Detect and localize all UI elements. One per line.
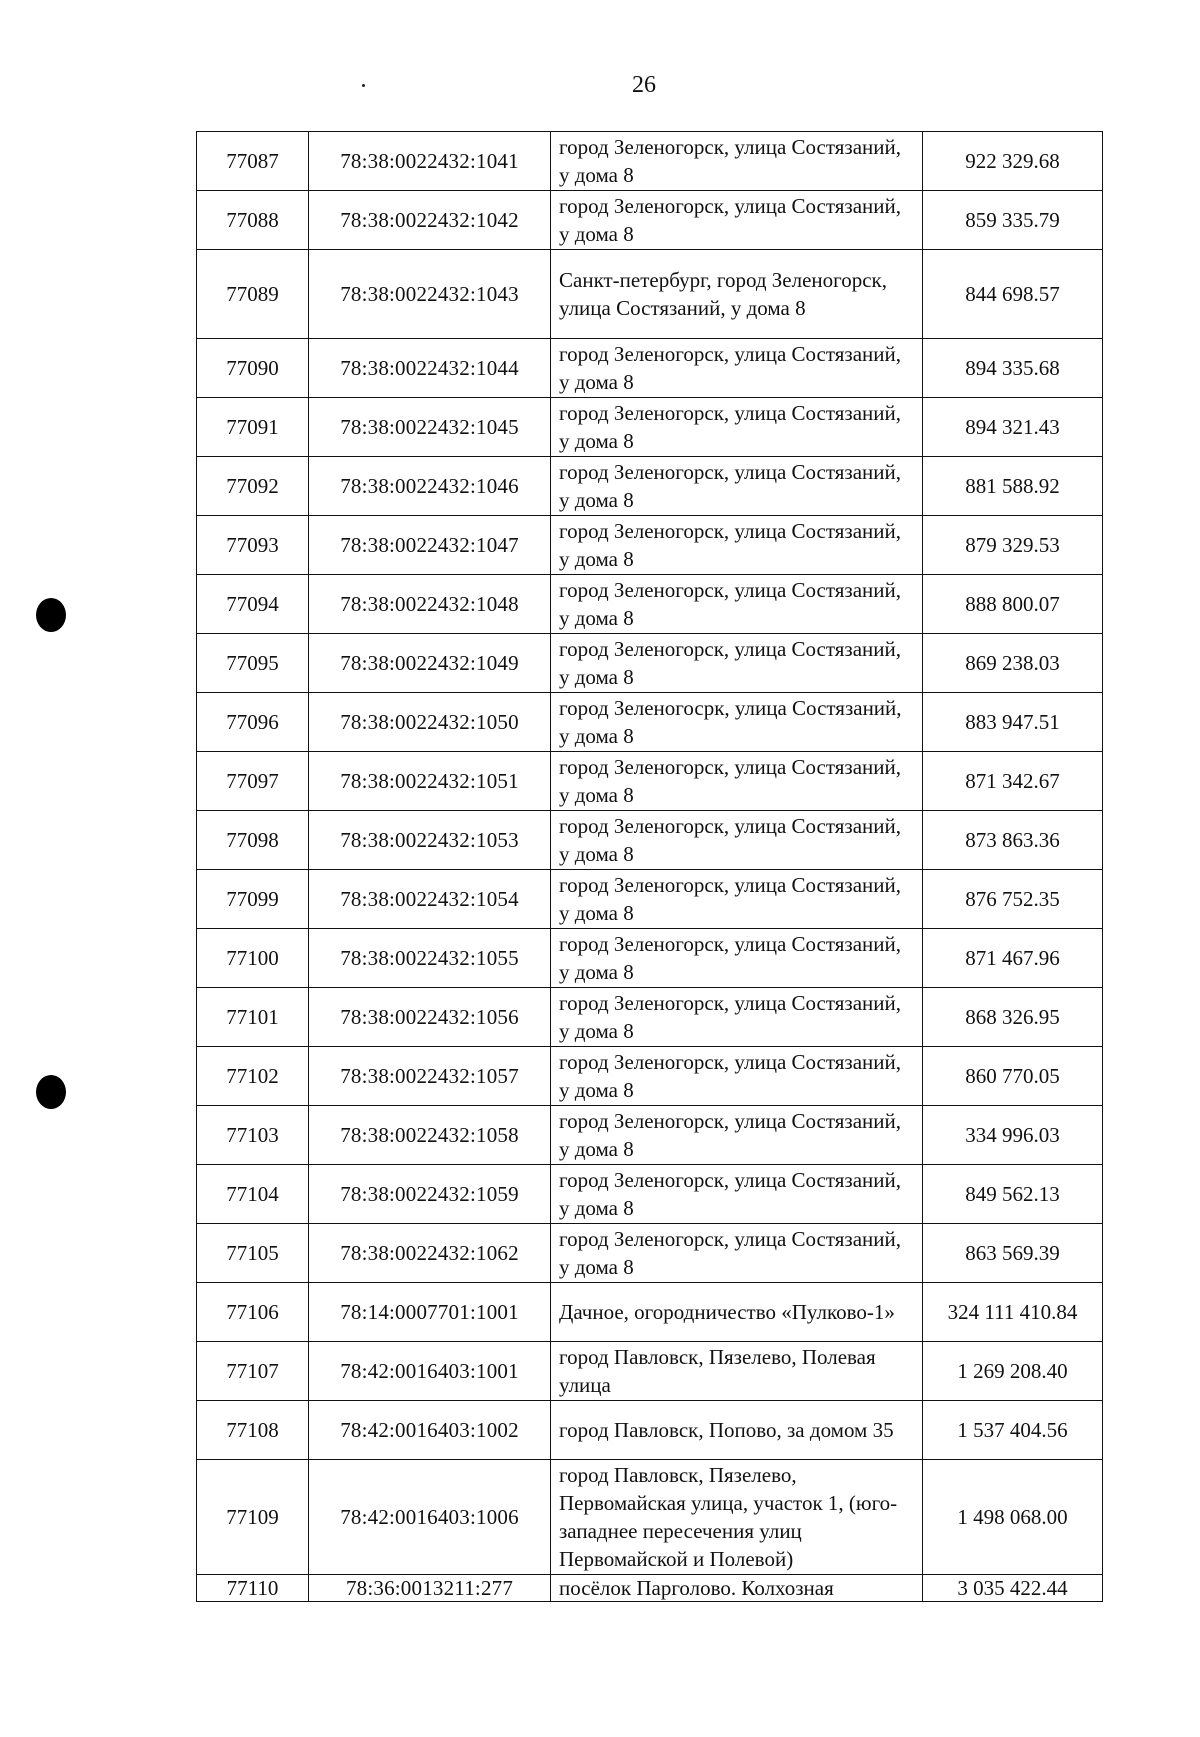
cadastral-value-cell: 1 537 404.56 — [923, 1401, 1103, 1460]
address-cell: город Зеленогорск, улица Состязаний, у дома 8 — [551, 1106, 923, 1165]
address-cell: Дачное, огородничество «Пулково-1» — [551, 1283, 923, 1342]
table-row — [197, 1342, 1103, 1401]
cadastral-value-cell: 863 569.39 — [923, 1224, 1103, 1283]
cadastral-value-cell: 888 800.07 — [923, 575, 1103, 634]
record-number-cell: 77088 — [197, 191, 309, 250]
cadastral-number-cell: 78:38:0022432:1056 — [309, 988, 551, 1047]
address-cell: город Зеленогорск, улица Состязаний, у дома 8 — [551, 1047, 923, 1106]
address-cell: город Зеленогорск, улица Состязаний, у дома 8 — [551, 516, 923, 575]
record-number-cell: 77093 — [197, 516, 309, 575]
cadastral-value-cell: 879 329.53 — [923, 516, 1103, 575]
table-row — [197, 752, 1103, 811]
record-number-cell: 77091 — [197, 398, 309, 457]
table-row — [197, 1047, 1103, 1106]
table-row — [197, 1165, 1103, 1224]
address-cell: город Зеленогорск, улица Состязаний, у дома 8 — [551, 398, 923, 457]
cadastral-value-cell: 849 562.13 — [923, 1165, 1103, 1224]
cadastral-value-cell: 876 752.35 — [923, 870, 1103, 929]
address-cell: город Зеленогорск, улица Состязаний, у дома 8 — [551, 752, 923, 811]
cadastral-value-cell: 871 467.96 — [923, 929, 1103, 988]
table-row — [197, 1575, 1103, 1602]
record-number-cell: 77104 — [197, 1165, 309, 1224]
address-cell: город Зеленогорск, улица Состязаний, у дома 8 — [551, 988, 923, 1047]
cadastral-value-cell: 859 335.79 — [923, 191, 1103, 250]
table-row — [197, 1224, 1103, 1283]
record-number-cell: 77098 — [197, 811, 309, 870]
address-cell: город Павловск, Пязелево, Полевая улица — [551, 1342, 923, 1401]
cadastral-number-cell: 78:38:0022432:1047 — [309, 516, 551, 575]
address-cell: город Зеленогорск, улица Состязаний, у дома 8 — [551, 1224, 923, 1283]
cadastral-number-cell: 78:38:0022432:1050 — [309, 693, 551, 752]
cadastral-value-cell: 922 329.68 — [923, 132, 1103, 191]
cadastral-number-cell: 78:38:0022432:1062 — [309, 1224, 551, 1283]
cadastral-value-cell: 860 770.05 — [923, 1047, 1103, 1106]
punch-hole-mark — [36, 598, 66, 632]
cadastral-number-cell: 78:38:0022432:1055 — [309, 929, 551, 988]
record-number-cell: 77099 — [197, 870, 309, 929]
record-number-cell: 77094 — [197, 575, 309, 634]
cadastral-value-cell: 868 326.95 — [923, 988, 1103, 1047]
cadastral-number-cell: 78:38:0022432:1059 — [309, 1165, 551, 1224]
table-row — [197, 132, 1103, 191]
record-number-cell: 77103 — [197, 1106, 309, 1165]
cadastral-number-cell: 78:36:0013211:277 — [309, 1575, 551, 1602]
record-number-cell: 77087 — [197, 132, 309, 191]
cadastral-value-cell: 3 035 422.44 — [923, 1575, 1103, 1602]
table-row — [197, 811, 1103, 870]
address-cell: город Зеленогорск, улица Состязаний, у дома 8 — [551, 575, 923, 634]
cadastral-value-cell: 894 335.68 — [923, 339, 1103, 398]
cadastral-number-cell: 78:42:0016403:1002 — [309, 1401, 551, 1460]
registry-table — [196, 131, 1103, 1602]
record-number-cell: 77101 — [197, 988, 309, 1047]
cadastral-value-cell: 894 321.43 — [923, 398, 1103, 457]
table-row — [197, 693, 1103, 752]
cadastral-value-cell: 1 269 208.40 — [923, 1342, 1103, 1401]
cadastral-value-cell: 883 947.51 — [923, 693, 1103, 752]
table-row — [197, 516, 1103, 575]
address-cell: город Зеленогосрк, улица Состязаний, у дома 8 — [551, 693, 923, 752]
table-row — [197, 398, 1103, 457]
cadastral-number-cell: 78:38:0022432:1049 — [309, 634, 551, 693]
registry-table-body — [197, 132, 1103, 1602]
cadastral-number-cell: 78:42:0016403:1001 — [309, 1342, 551, 1401]
table-row — [197, 191, 1103, 250]
address-cell: город Зеленогорск, улица Состязаний, у дома 8 — [551, 132, 923, 191]
address-cell: город Зеленогорск, улица Состязаний, у дома 8 — [551, 870, 923, 929]
table-row — [197, 1283, 1103, 1342]
table-row — [197, 457, 1103, 516]
table-row — [197, 634, 1103, 693]
cadastral-value-cell: 881 588.92 — [923, 457, 1103, 516]
table-row — [197, 929, 1103, 988]
record-number-cell: 77102 — [197, 1047, 309, 1106]
record-number-cell: 77097 — [197, 752, 309, 811]
record-number-cell: 77090 — [197, 339, 309, 398]
scan-artifact-dot — [362, 84, 365, 87]
cadastral-value-cell: 844 698.57 — [923, 250, 1103, 339]
cadastral-number-cell: 78:38:0022432:1042 — [309, 191, 551, 250]
record-number-cell: 77092 — [197, 457, 309, 516]
table-row — [197, 1106, 1103, 1165]
record-number-cell: 77100 — [197, 929, 309, 988]
table-row — [197, 250, 1103, 339]
record-number-cell: 77105 — [197, 1224, 309, 1283]
address-cell: город Зеленогорск, улица Состязаний, у дома 8 — [551, 191, 923, 250]
table-row — [197, 870, 1103, 929]
record-number-cell: 77109 — [197, 1460, 309, 1575]
cadastral-number-cell: 78:38:0022432:1045 — [309, 398, 551, 457]
address-cell: Санкт-петербург, город Зеленогорск, улица Состязаний, у дома 8 — [551, 250, 923, 339]
record-number-cell: 77107 — [197, 1342, 309, 1401]
table-row — [197, 1460, 1103, 1575]
record-number-cell: 77096 — [197, 693, 309, 752]
table-row — [197, 575, 1103, 634]
record-number-cell: 77095 — [197, 634, 309, 693]
cadastral-number-cell: 78:38:0022432:1051 — [309, 752, 551, 811]
address-cell: город Зеленогорск, улица Состязаний, у дома 8 — [551, 457, 923, 516]
cadastral-value-cell: 334 996.03 — [923, 1106, 1103, 1165]
record-number-cell: 77089 — [197, 250, 309, 339]
address-cell: город Зеленогорск, улица Состязаний, у дома 8 — [551, 929, 923, 988]
address-cell: город Зеленогорск, улица Состязаний, у дома 8 — [551, 811, 923, 870]
address-cell: город Зеленогорск, улица Состязаний, у дома 8 — [551, 1165, 923, 1224]
address-cell: город Павловск, Попово, за домом 35 — [551, 1401, 923, 1460]
record-number-cell: 77110 — [197, 1575, 309, 1602]
cadastral-value-cell: 873 863.36 — [923, 811, 1103, 870]
cadastral-number-cell: 78:38:0022432:1043 — [309, 250, 551, 339]
record-number-cell: 77106 — [197, 1283, 309, 1342]
record-number-cell: 77108 — [197, 1401, 309, 1460]
cadastral-number-cell: 78:42:0016403:1006 — [309, 1460, 551, 1575]
cadastral-value-cell: 869 238.03 — [923, 634, 1103, 693]
table-row — [197, 1401, 1103, 1460]
cadastral-number-cell: 78:38:0022432:1041 — [309, 132, 551, 191]
cadastral-value-cell: 324 111 410.84 — [923, 1283, 1103, 1342]
cadastral-number-cell: 78:14:0007701:1001 — [309, 1283, 551, 1342]
table-row — [197, 339, 1103, 398]
cadastral-number-cell: 78:38:0022432:1046 — [309, 457, 551, 516]
cadastral-number-cell: 78:38:0022432:1058 — [309, 1106, 551, 1165]
table-row — [197, 988, 1103, 1047]
page-number: 26 — [632, 72, 656, 98]
punch-hole-mark — [36, 1075, 66, 1109]
cadastral-number-cell: 78:38:0022432:1057 — [309, 1047, 551, 1106]
cadastral-value-cell: 1 498 068.00 — [923, 1460, 1103, 1575]
address-cell: посёлок Парголово. Колхозная — [551, 1575, 923, 1602]
cadastral-number-cell: 78:38:0022432:1044 — [309, 339, 551, 398]
cadastral-number-cell: 78:38:0022432:1053 — [309, 811, 551, 870]
cadastral-number-cell: 78:38:0022432:1054 — [309, 870, 551, 929]
address-cell: город Зеленогорск, улица Состязаний, у дома 8 — [551, 339, 923, 398]
cadastral-number-cell: 78:38:0022432:1048 — [309, 575, 551, 634]
address-cell: город Зеленогорск, улица Состязаний, у дома 8 — [551, 634, 923, 693]
address-cell: город Павловск, Пязелево, Первомайская улица, участок 1, (юго-западнее пересечения улиц Первомайской и Полевой) — [551, 1460, 923, 1575]
cadastral-value-cell: 871 342.67 — [923, 752, 1103, 811]
